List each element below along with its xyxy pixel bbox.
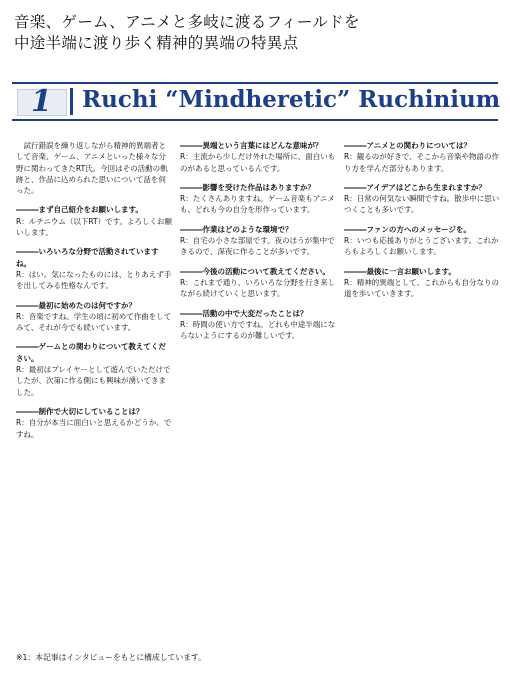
interview-question: ―――制作で大切にしていることは？ <box>16 406 144 416</box>
interview-answer: R：たくさんありますね。ゲーム音楽もアニメも、どれも今の自分を形作っています。 <box>180 194 335 215</box>
paragraph-spacer <box>16 333 172 341</box>
text-column-3 <box>344 140 500 634</box>
interview-question: ―――今後の活動について教えてください。 <box>180 266 330 276</box>
interview-answer: R：最初はプレイヤーとして遊んでいただけでしたが、次第に作る側にも興味が湧いてきました。 <box>16 365 171 397</box>
interview-answer: R：主流から少しだけ外れた場所に、面白いものがあると思っているんです。 <box>180 152 336 173</box>
paragraph-spacer <box>180 216 336 224</box>
interview-question: ―――アニメとの関わりについては？ <box>344 141 471 150</box>
paragraph-spacer <box>180 258 336 266</box>
paragraph-spacer <box>344 174 500 182</box>
interview-question: ―――影響を受けた作品はありますか？ <box>180 182 315 192</box>
lead-line-1: 音楽、ゲーム、アニメと多岐に渡るフィールドを <box>14 13 360 31</box>
interview-question: ―――活動の中で大変だったことは？ <box>180 308 308 318</box>
interview-answer: R：自分が本当に面白いと思えるかどうか、ですね。 <box>16 418 172 439</box>
lead-line-2: 中途半端に渡り歩く精神的異端の特異点 <box>14 34 299 52</box>
interview-answer: R：音楽ですね。学生の頃に初めて作曲をしてみて、それが今でも続いています。 <box>16 311 172 333</box>
lead-text <box>14 12 498 54</box>
interview-answer: R：日常の何気ない瞬間ですね。散歩中に思いつくことも多いです。 <box>344 194 500 215</box>
text-column-2 <box>180 140 336 634</box>
interview-answer: R：精神的異端として、これからも自分なりの道を歩いていきます。 <box>344 277 500 299</box>
intro-paragraph: 試行錯誤を繰り返しながら精神的異端者として音楽、ゲーム、アニメといった様々な分野に関わってきたRT氏。今回はその活動の軌跡と、作品に込められた思いについて話を伺った。 <box>16 141 168 196</box>
paragraph-spacer <box>16 238 172 246</box>
footnote: ※1：本記事はインタビューをもとに構成しています。 <box>16 653 206 662</box>
interview-question: ―――最初に始めたのは何ですか？ <box>16 300 136 310</box>
article-title: Ruchi “Mindheretic” Ruchinium <box>82 86 501 113</box>
interview-answer: R：いつも応援ありがとうございます。これからもよろしくお願いします。 <box>344 236 499 257</box>
interview-question: ―――最後に一言お願いします。 <box>344 266 456 276</box>
interview-answer: R：自宅の小さな部屋です。夜のほうが集中できるので、深夜に作ることが多いです。 <box>180 236 335 257</box>
title-accent-bar <box>70 88 73 115</box>
interview-answer: R：ルチニウム（以下RT）です。よろしくお願いします。 <box>16 216 172 238</box>
interview-question: ―――異端という言葉にはどんな意味が？ <box>180 141 323 150</box>
paragraph-spacer <box>16 196 172 204</box>
interview-answer: R：観るのが好きで、そこから音楽や物語の作り方を学んだ部分もあります。 <box>344 152 500 173</box>
interview-question: ―――ゲームとの関わりについて教えてください。 <box>16 342 166 363</box>
paragraph-spacer <box>344 258 500 266</box>
banner-bottom-rule <box>12 119 498 121</box>
paragraph-spacer <box>344 216 500 224</box>
title-banner <box>12 78 501 124</box>
text-column-1 <box>16 140 172 634</box>
interview-question: ―――アイデアはどこから生まれますか？ <box>344 182 486 192</box>
banner-top-rule <box>12 82 498 84</box>
interview-question: ―――ファンの方へのメッセージを。 <box>344 224 471 234</box>
article-number-box <box>17 84 67 119</box>
interview-answer: R：はい。気になったものには、とりあえず手を出してみる性格なんです。 <box>16 269 172 291</box>
article-number: 1 <box>31 84 52 119</box>
interview-question: ―――作業はどのような環境で？ <box>180 224 293 234</box>
paragraph-spacer <box>16 398 172 406</box>
interview-answer: R：時間の使い方ですね。どれも中途半端にならないようにするのが難しいです。 <box>180 319 336 341</box>
paragraph-spacer <box>16 292 172 300</box>
interview-question: ―――いろいろな分野で活動されていますね。 <box>16 247 159 268</box>
interview-answer: R：これまで通り、いろいろな分野を行き来しながら続けていくと思います。 <box>180 277 336 299</box>
paragraph-spacer <box>180 174 336 182</box>
interview-question: ―――まず自己紹介をお願いします。 <box>16 205 143 215</box>
paragraph-spacer <box>180 300 336 308</box>
